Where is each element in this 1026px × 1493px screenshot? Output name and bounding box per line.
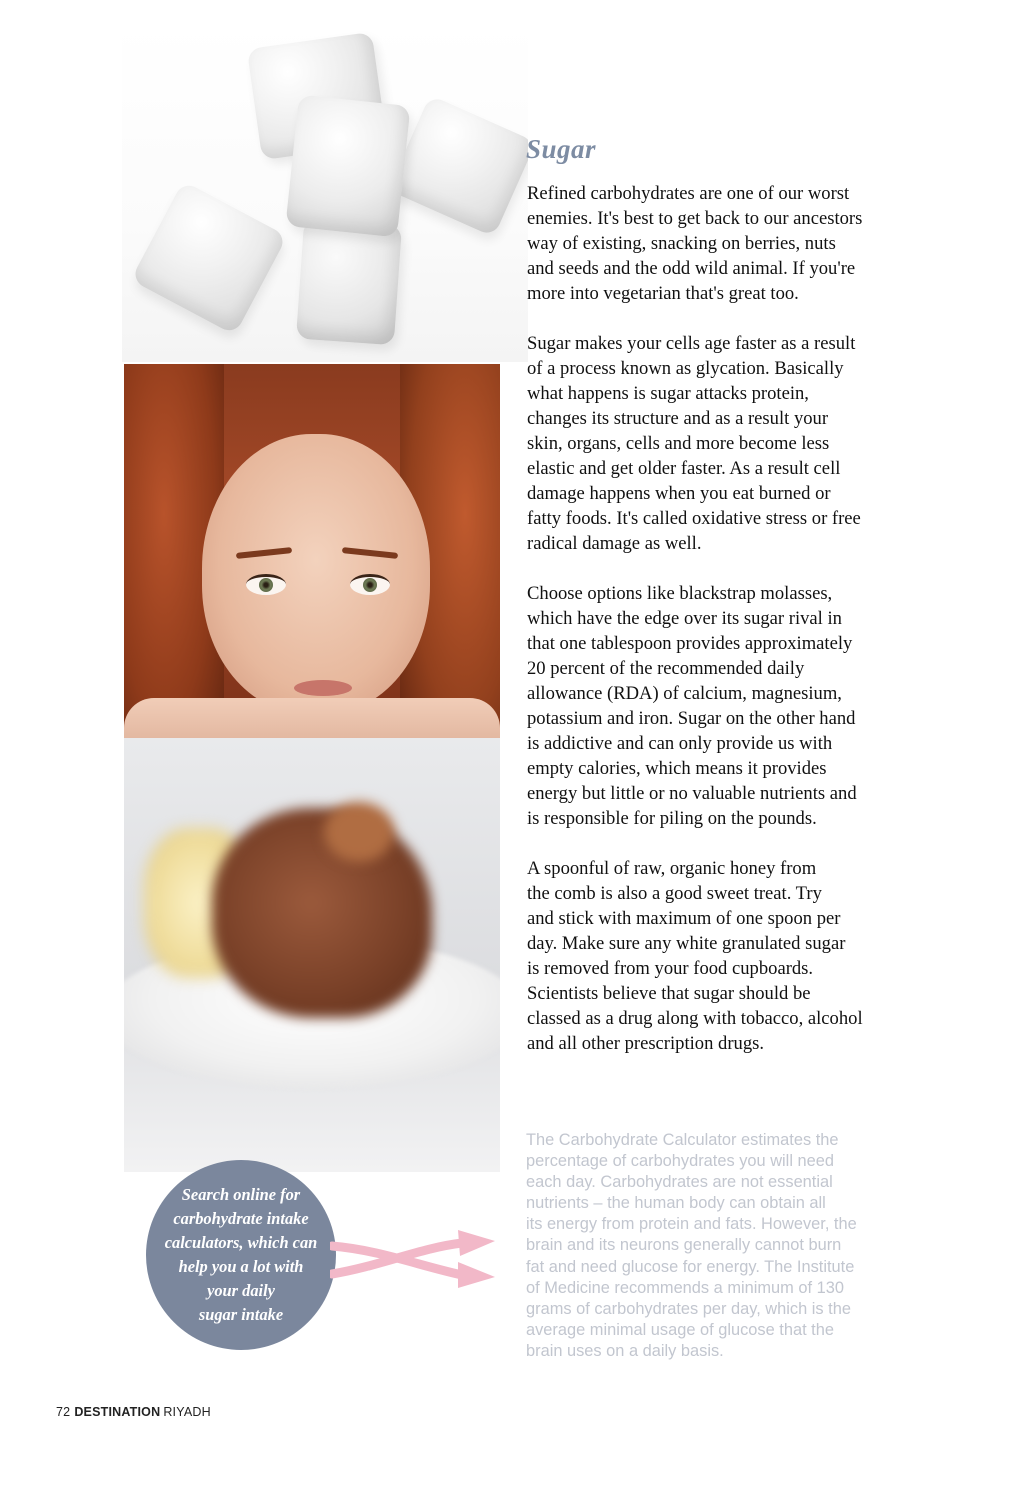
sugar-cube bbox=[285, 95, 410, 238]
sugar-cube bbox=[131, 181, 288, 335]
text-line: of a process known as glycation. Basically bbox=[527, 358, 844, 379]
text-line: elastic and get older faster. As a result cell bbox=[527, 458, 841, 479]
eye bbox=[246, 574, 286, 595]
text-line: day. Make sure any white granulated sugar bbox=[527, 933, 846, 954]
text-line: nutrients – the human body can obtain all bbox=[526, 1194, 826, 1213]
text-line: skin, organs, cells and more become less bbox=[527, 433, 830, 454]
text-line: and seeds and the odd wild animal. If you're bbox=[527, 258, 856, 279]
text-line: Choose options like blackstrap molasses, bbox=[527, 583, 833, 604]
food-photo bbox=[124, 738, 500, 1172]
text-line: brain and its neurons generally cannot burn bbox=[526, 1236, 842, 1255]
text-line: brain uses on a daily basis. bbox=[526, 1341, 724, 1360]
hands bbox=[124, 698, 500, 738]
text-line: and all other prescription drugs. bbox=[527, 1033, 765, 1054]
article-paragraph bbox=[527, 331, 919, 556]
text-line: what happens is sugar attacks protein, bbox=[527, 383, 809, 404]
text-line: Sugar makes your cells age faster as a result bbox=[527, 333, 856, 354]
sugar-cube bbox=[296, 219, 402, 346]
text-line: grams of carbohydrates per day, which is the bbox=[526, 1299, 851, 1318]
article-paragraph bbox=[527, 581, 919, 831]
text-line: is responsible for piling on the pounds. bbox=[527, 808, 817, 829]
magazine-brand: DESTINATION bbox=[74, 1405, 161, 1419]
text-line: radical damage as well. bbox=[527, 533, 702, 554]
eye bbox=[350, 574, 390, 595]
sugar-cubes-photo bbox=[122, 22, 528, 362]
text-line: is addictive and can only provide us with bbox=[527, 733, 833, 754]
text-line: each day. Carbohydrates are not essential bbox=[526, 1173, 833, 1192]
text-line: classed as a drug along with tobacco, alcohol bbox=[527, 1008, 863, 1029]
page-footer bbox=[56, 1405, 211, 1419]
woman-photo bbox=[124, 364, 500, 738]
text-line: allowance (RDA) of calcium, magnesium, bbox=[527, 683, 842, 704]
text-line: energy but little or no valuable nutrients and bbox=[527, 783, 857, 804]
text-line: that one tablespoon provides approximately bbox=[527, 633, 853, 654]
text-line: carbohydrate intake bbox=[173, 1209, 309, 1228]
text-line: potassium and iron. Sugar on the other hand bbox=[527, 708, 856, 729]
text-line: percentage of carbohydrates you will need bbox=[526, 1152, 834, 1171]
text-line: damage happens when you eat burned or bbox=[527, 483, 831, 504]
text-line: of Medicine recommends a minimum of 130 bbox=[526, 1278, 844, 1297]
lips bbox=[294, 680, 352, 696]
text-line: enemies. It's best to get back to our ancestors bbox=[527, 208, 863, 229]
magazine-city: RIYADH bbox=[163, 1405, 211, 1419]
text-line: empty calories, which means it provides bbox=[527, 758, 827, 779]
food-item bbox=[324, 802, 394, 862]
text-line: your daily bbox=[207, 1281, 275, 1300]
text-line: Scientists believe that sugar should be bbox=[527, 983, 811, 1004]
text-line: A spoonful of raw, organic honey from bbox=[527, 858, 817, 879]
text-line: Search online for bbox=[181, 1185, 301, 1204]
text-line: more into vegetarian that's great too. bbox=[527, 283, 799, 304]
article-paragraph bbox=[527, 856, 919, 1056]
text-line: which have the edge over its sugar rival in bbox=[527, 608, 842, 629]
sidebar-text bbox=[526, 1130, 916, 1362]
text-line: 20 percent of the recommended daily bbox=[527, 658, 805, 679]
text-line: The Carbohydrate Calculator estimates the bbox=[526, 1131, 839, 1149]
text-line: changes its structure and as a result your bbox=[527, 408, 829, 429]
callout-text bbox=[146, 1183, 336, 1327]
text-line: help you a lot with bbox=[178, 1257, 304, 1276]
page-number: 72 bbox=[56, 1405, 71, 1419]
text-line: is removed from your food cupboards. bbox=[527, 958, 814, 979]
text-line: and stick with maximum of one spoon per bbox=[527, 908, 841, 929]
text-line: the comb is also a good sweet treat. Try bbox=[527, 883, 822, 904]
text-line: its energy from protein and fats. However, the bbox=[526, 1215, 857, 1234]
text-line: fatty foods. It's called oxidative stress or free bbox=[527, 508, 861, 529]
food-item bbox=[212, 808, 432, 1018]
text-line: average minimal usage of glucose that the bbox=[526, 1320, 834, 1339]
text-line: way of existing, snacking on berries, nuts bbox=[527, 233, 836, 254]
article-paragraph bbox=[527, 181, 919, 306]
text-line: sugar intake bbox=[198, 1305, 284, 1324]
face bbox=[202, 434, 430, 714]
crossed-arrows-icon bbox=[330, 1226, 500, 1292]
text-line: fat and need glucose for energy. The Institute bbox=[526, 1257, 855, 1276]
text-line: Refined carbohydrates are one of our worst bbox=[527, 183, 850, 204]
article-heading: Sugar bbox=[526, 134, 597, 164]
text-line: calculators, which can bbox=[164, 1233, 318, 1252]
